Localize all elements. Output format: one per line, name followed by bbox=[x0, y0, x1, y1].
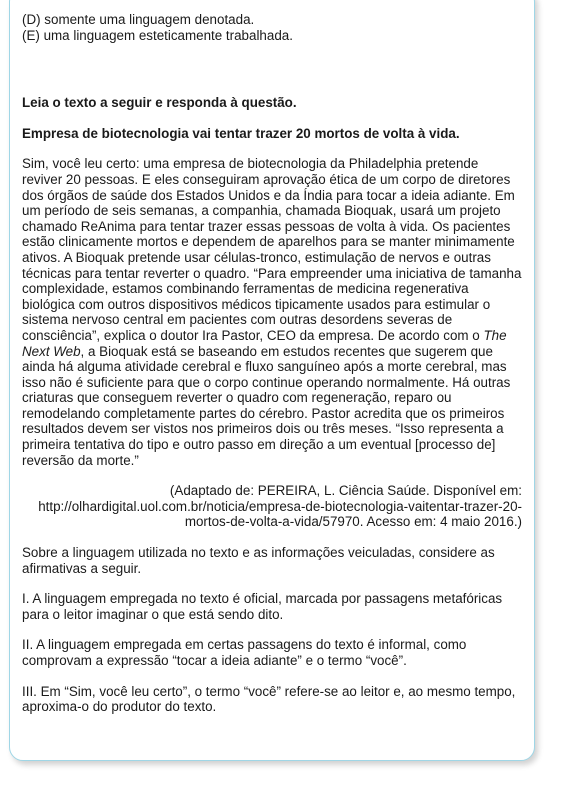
article-body bbox=[22, 156, 522, 468]
option-d: (D) somente uma linguagem denotada. bbox=[22, 12, 255, 27]
instruction: Leia o texto a seguir e responda à questão. bbox=[22, 95, 297, 111]
article-text-part2: , a Bioquak está se baseando em estudos recentes que sugerem que ainda há alguma atividade cerebral e fluxo sanguíneo após a morte cerebral, mas isso não é suficiente para que o corpo continue operando normalmente. Há outras criaturas que conseguem reverter o quadro com regeneração, reparo ou remodelando completamente partes do cérebro. Pastor acredita que os primeiros resultados devem ser vistos nos primeiros dois ou três meses. “Isso representa a primeira tentativa do tipo e outro passo em direção a um eventual [processo de] reversão da morte.” bbox=[22, 343, 511, 468]
statement-2: II. A linguagem empregada em certas passagens do texto é informal, como comprovam a expressão “tocar a ideia adiante” e o termo “você”. bbox=[22, 637, 467, 668]
publication-name: The Next Web bbox=[22, 327, 507, 359]
article-text-part1: Sim, você leu certo: uma empresa de biotecnologia da Philadelphia pretende reviver 20 pessoas. E eles conseguiram aprovação ética de um corpo de diretores dos órgãos de saúde dos Estados Unidos e da Índia para tocar a ideia adiante. Em um período de seis semanas, a companhia, chamada Bioquak, usará um projeto chamado ReAnima para tentar trazer essas pessoas de volta à vida. Os pacientes estão clinicamente mortos e dependem de aparelhos para se manter minimamente ativos. A Bioquak pretende usar células-tronco, estimulação de nervos e outras técnicas para tentar reverter o quadro. “Para empreender uma iniciativa de tamanha complexidade, estamos combinando ferramentas de medicina regenerativa biológica com outros dispositivos médicos tipicamente usados para estimular o sistema nervoso central em pacientes com outras desordens severas de consciência”, explica o doutor Ira Pastor, CEO da empresa. De acordo com o bbox=[22, 156, 522, 343]
source-line: (Adaptado de: PEREIRA, L. Ciência Saúde. Disponível em: bbox=[169, 483, 522, 499]
question-prompt: Sobre a linguagem utilizada no texto e as informações veiculadas, considere as afirmativas a seguir. bbox=[22, 545, 495, 576]
statement-1: I. A linguagem empregada no texto é oficial, marcada por passagens metafóricas para o leitor imaginar o que está sendo dito. bbox=[22, 591, 503, 622]
source-citation bbox=[22, 483, 522, 530]
source-url: http://olhardigital.uol.com.br/noticia/empresa-de-biotecnologia-vaitentar-trazer-20- bbox=[38, 498, 522, 514]
source-line: mortos-de-volta-a-vida/57970. Acesso em: 4 maio 2016.) bbox=[184, 514, 522, 530]
question-content bbox=[22, 12, 522, 715]
article-headline: Empresa de biotecnologia vai tentar trazer 20 mortos de volta à vida. bbox=[22, 125, 460, 141]
statement-3: III. Em “Sim, você leu certo”, o termo “você” refere-se ao leitor e, ao mesmo tempo, aproxima-o do produtor do texto. bbox=[22, 683, 516, 715]
option-e: (E) uma linguagem esteticamente trabalhada. bbox=[22, 27, 293, 43]
